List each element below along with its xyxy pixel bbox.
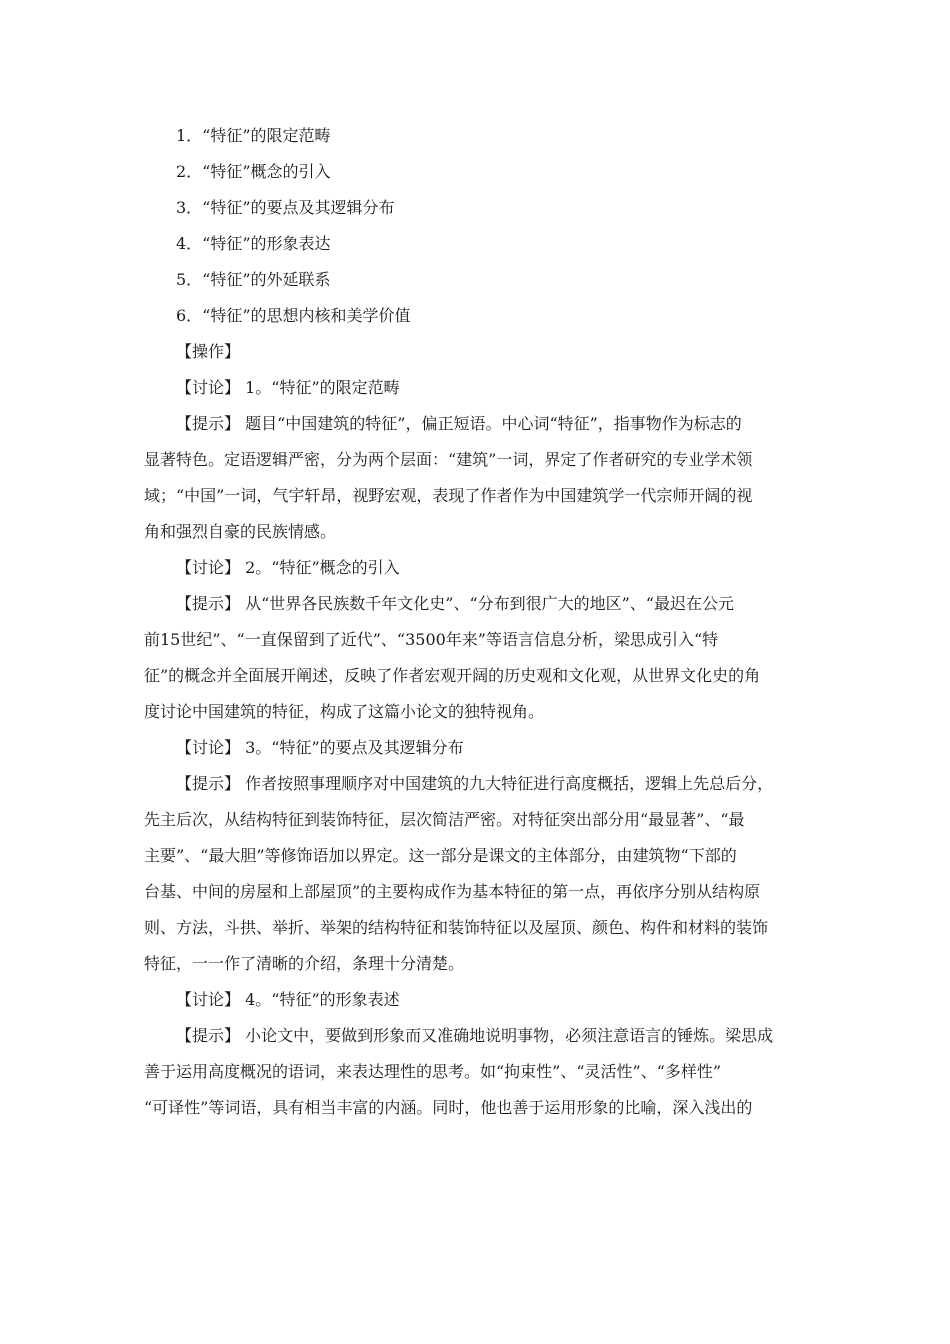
outline-item: 3．“特征”的要点及其逻辑分布 <box>176 198 395 217</box>
outline-item: 1．“特征”的限定范畴 <box>176 126 331 145</box>
hint-line: 【提示】 从“世界各民族数千年文化史”、“分布到很广大的地区”、“最迟在公元 <box>176 594 734 613</box>
hint-line: 主要”、“最大胆”等修饰语加以界定。这一部分是课文的主体部分，由建筑物“下部的 <box>144 846 737 865</box>
hint-line: 【提示】 作者按照事理顺序对中国建筑的九大特征进行高度概括，逻辑上先总后分， <box>176 774 774 793</box>
hint-line: 显著特色。定语逻辑严密，分为两个层面：“建筑”一词，界定了作者研究的专业学术领 <box>144 450 753 469</box>
hint-line: 度讨论中国建筑的特征，构成了这篇小论文的独特视角。 <box>144 702 545 721</box>
hint-line: “可译性”等词语，具有相当丰富的内涵。同时，他也善于运用形象的比喻，深入浅出的 <box>144 1098 753 1117</box>
outline-item: 5．“特征”的外延联系 <box>176 270 331 289</box>
outline-list <box>176 124 411 340</box>
outline-item: 6．“特征”的思想内核和美学价值 <box>176 306 411 325</box>
hint-line: 先主后次，从结构特征到装饰特征，层次简洁严密。对特征突出部分用“最显著”、“最 <box>144 810 745 829</box>
outline-item: 2．“特征”概念的引入 <box>176 162 331 181</box>
hint-line: 征”的概念并全面展开阐述，反映了作者宏观开阔的历史观和文化观，从世界文化史的角 <box>144 666 761 685</box>
hint-line: 前15世纪”、“一直保留到了近代”、“3500年来”等语言信息分析，梁思成引入“特 <box>144 630 719 649</box>
hint-line: 【提示】 小论文中，要做到形象而又准确地说明事物，必须注意语言的锤炼。梁思成 <box>176 1026 774 1045</box>
hint-line: 台基、中间的房屋和上部屋顶”的主要构成作为基本特征的第一点，再依序分别从结构原 <box>144 882 761 901</box>
hint-line: 善于运用高度概况的语词，来表达理性的思考。如“拘束性”、“灵活性”、“多样性” <box>144 1062 722 1081</box>
hint-line: 【提示】 题目“中国建筑的特征”，偏正短语。中心词“特征”，指事物作为标志的 <box>176 414 742 433</box>
discussion-heading: 【讨论】 2。“特征”概念的引入 <box>176 558 400 577</box>
hint-line: 域；“中国”一词，气宇轩昂，视野宏观，表现了作者作为中国建筑学一代宗师开阔的视 <box>144 486 753 505</box>
document-body <box>144 340 808 1132</box>
discussion-heading: 【讨论】 1。“特征”的限定范畴 <box>176 378 400 397</box>
hint-line: 特征，一一作了清晰的介绍，条理十分清楚。 <box>144 954 465 973</box>
operation-heading: 【操作】 <box>176 342 241 361</box>
hint-line: 角和强烈自豪的民族情感。 <box>144 522 337 541</box>
hint-line: 则、方法，斗拱、举折、举架的结构特征和装饰特征以及屋顶、颜色、构件和材料的装饰 <box>144 918 769 937</box>
discussion-heading: 【讨论】 4。“特征”的形象表述 <box>176 990 400 1009</box>
discussion-heading: 【讨论】 3。“特征”的要点及其逻辑分布 <box>176 738 464 757</box>
outline-item: 4．“特征”的形象表达 <box>176 234 331 253</box>
